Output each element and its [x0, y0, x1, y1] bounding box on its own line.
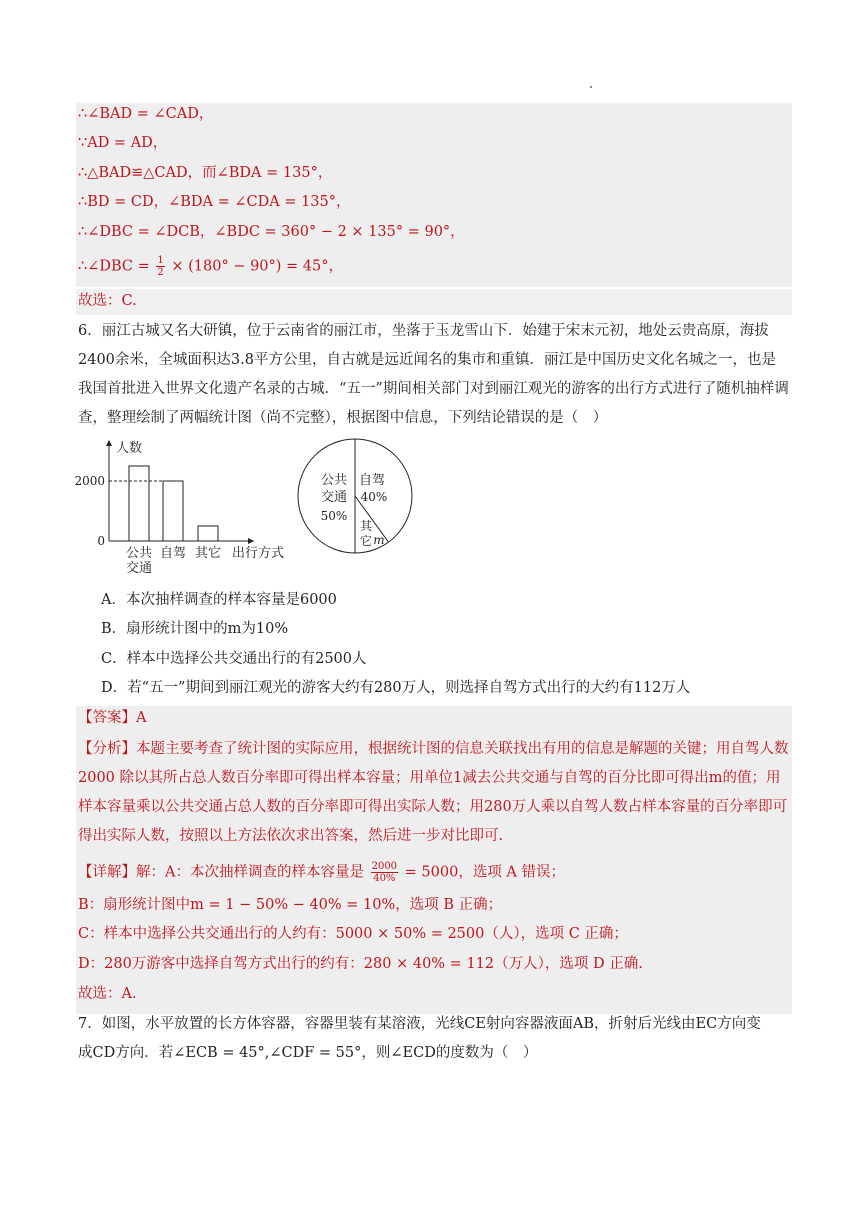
fraction-denominator: 2	[157, 267, 164, 278]
solution-prev-line-3: ∴△BAD≌△CAD，而∠BDA = 135°，	[78, 165, 333, 181]
solution-prev-line-6-prefix: ∴∠DBC =	[78, 258, 155, 275]
scan-dot	[590, 86, 592, 88]
x-tick-label: 公共	[125, 546, 153, 561]
detail-tag: 【详解】	[78, 864, 136, 881]
question6-text: 6．丽江古城又名大研镇，位于云南省的丽江市，坐落于玉龙雪山下．始建于宋末元初，地处云贵高原，海拔2400余米，全城面积达3.8平方公里，自古就是远近闻名的集市和重镇．丽江是中国历史文化名城之一，也是我国首批进入世界文化遗产名录的古城．“五一”期间相关部门对到丽江观光的游客的出行方式进行了随机抽样调查，整理绘制了两幅统计图（尚不完整），根据图中信息，下列结论错误的是（ ）	[78, 323, 789, 426]
pie-label-self-drive: 自驾	[358, 473, 386, 488]
x-tick-label: 自驾	[159, 546, 187, 561]
option-b: B．扇形统计图中的m为10%	[101, 621, 289, 637]
pie-label-other-2: 它	[359, 534, 373, 548]
detail-a-numerator: 2000	[371, 861, 398, 872]
solution-prev-line-1: ∴∠BAD = ∠CAD，	[78, 106, 214, 122]
pie-label-public-transport-1: 公共	[320, 473, 348, 488]
bar	[129, 466, 149, 541]
pie-value-self-drive: 40%	[360, 490, 388, 504]
solution6-detail-a	[78, 861, 565, 884]
solution-prev-line-2: ∵AD = AD，	[78, 135, 168, 151]
solution-prev-line-6-suffix: × (180° − 90°) = 45°，	[171, 258, 344, 275]
y-tick-label: 2000	[74, 474, 105, 488]
pie-value-public-transport: 50%	[320, 509, 348, 523]
detail-a-denominator: 40%	[373, 873, 396, 884]
x-axis-label: 出行方式	[231, 546, 285, 561]
option-c: C．样本中选择公共交通出行的有2500人	[101, 651, 367, 667]
x-axis-arrow	[248, 538, 254, 544]
solution6-detail-d: D：280万游客中选择自驾方式出行的约有：280 × 40% = 112（万人），选项 D 正确.	[78, 956, 643, 972]
pie-label-other-1: 其	[359, 519, 373, 533]
solution-prev-answer: 故选：C.	[78, 293, 137, 309]
y-axis-arrow	[106, 440, 112, 446]
solution-prev-line-6	[78, 255, 343, 278]
x-tick-label: 交通	[125, 561, 153, 576]
bar	[163, 481, 183, 541]
bar	[198, 526, 218, 541]
analysis-tag: 【分析】	[78, 741, 136, 757]
solution6-final: 故选：A.	[78, 986, 137, 1002]
detail-a-suffix: = 5000，选项 A 错误；	[404, 864, 566, 881]
y-axis-label: 人数	[116, 441, 143, 456]
solution-prev-answer-shade	[76, 289, 792, 315]
pie-label-public-transport-2: 交通	[320, 490, 348, 505]
analysis-text: 本题主要考查了统计图的实际应用，根据统计图的信息关联找出有用的信息是解题的关键；用自驾人数 2000 除以其所占总人数百分率即可得出样本容量；用单位1减去公共交通与自驾的百分比即可得出m的值；用样本容量乘以公共交通占总人数的百分率即可得出实际人数；用280万人乘以自驾人数占样本容量的百分率即可得出实际人数，按照以上方法依次求出答案，然后进一步对比即可.	[78, 741, 789, 844]
solution6-analysis	[78, 735, 790, 851]
detail-a-fraction	[371, 861, 398, 884]
option-d: D．若“五一”期间到丽江观光的游客大约有280万人，则选择自驾方式出行的大约有112万人	[101, 680, 691, 696]
solution6-detail-b: B：扇形统计图中m = 1 − 50% − 40% = 10%，选项 B 正确；	[78, 897, 503, 913]
bar-chart	[72, 436, 302, 584]
pie-chart	[296, 434, 416, 558]
detail-a-prefix: 解：A：本次抽样调查的样本容量是	[136, 864, 364, 881]
x-tick-label: 其它	[194, 546, 222, 561]
solution-prev-line-4: ∴BD = CD，∠BDA = ∠CDA = 135°，	[78, 194, 351, 210]
solution6-detail-c: C：样本中选择公共交通出行的人约有：5000 × 50% = 2500（人），选项 C 正确；	[78, 926, 628, 942]
pie-value-other: m	[373, 533, 385, 547]
fraction-numerator: 1	[157, 255, 164, 266]
question7-line-1: 7．如图，水平放置的长方体容器，容器里装有某溶液，光线CE射向容器液面AB，折射后光线由EC方向变	[78, 1016, 761, 1032]
solution6-answer: 【答案】A	[78, 710, 147, 726]
solution-prev-line-5: ∴∠DBC = ∠DCB，∠BDC = 360° − 2 × 135° = 90°，	[78, 224, 465, 240]
solution-prev-fraction	[156, 255, 164, 278]
option-a: A．本次抽样调查的样本容量是6000	[101, 592, 337, 608]
y-tick-label: 0	[97, 534, 105, 548]
question7-line-2: 成CD方向．若∠ECB = 45°,∠CDF = 55°，则∠ECD的度数为（ ）	[78, 1045, 538, 1061]
